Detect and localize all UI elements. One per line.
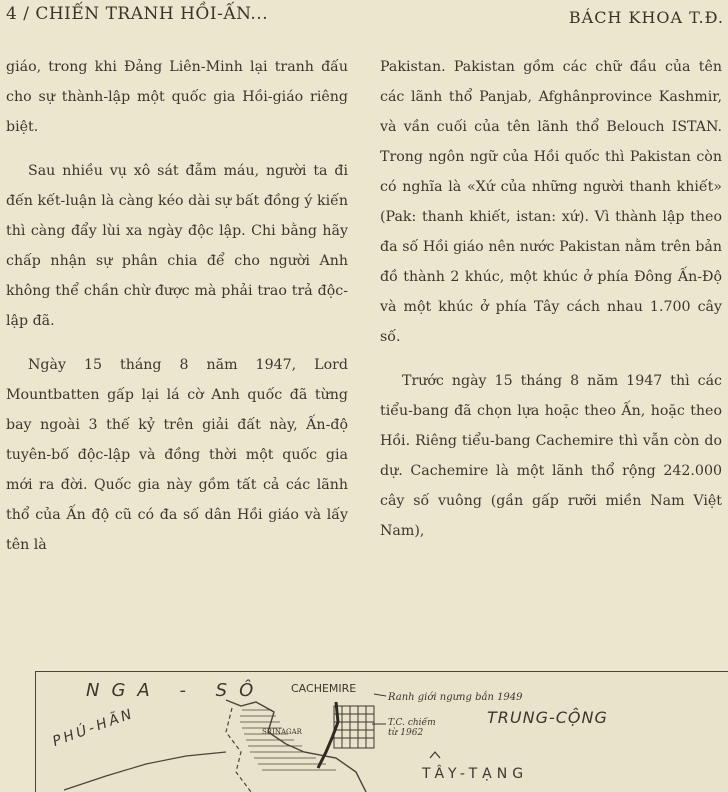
tc-occupied-grid: [334, 706, 374, 748]
running-title: 4 / CHIẾN TRANH HỒI-ẤN...: [6, 4, 269, 24]
right-paragraph-2: Trước ngày 15 tháng 8 năm 1947 thì các tiểu-bang đã chọn lựa hoặc theo Ấn, hoặc theo Hồi. Riêng tiểu-bang Cachemire thì vẫn còn do dự. Cachemire là một lãnh thổ rộng 242.000 cây số vuông (gần gấp rưỡi miền Nam Việt Nam),: [380, 373, 722, 539]
label-ceasefire: Ranh giới ngưng bắn 1949: [388, 692, 523, 703]
label-tc-line1: T.C. chiếm: [388, 718, 436, 728]
left-paragraph-1: giáo, trong khi Đảng Liên-Minh lại tranh đấu cho sự thành-lập một quốc gia Hồi-giáo riêng biệt.: [6, 59, 348, 135]
label-phu-han: PHÚ-HÃN: [50, 705, 137, 750]
publication-name: BÁCH KHOA T.Đ.: [568, 8, 724, 27]
border-line-west: [64, 752, 226, 790]
accent-mark: [430, 752, 440, 758]
left-paragraph-3: Ngày 15 tháng 8 năm 1947, Lord Mountbatten gấp lại lá cờ Anh quốc đã từng bay ngoài 3 thế kỷ trên giải đất này, Ấn-độ tuyên-bố độc-lập và đồng thời một quốc gia mới ra đời. Quốc gia này gồm tất cả các lãnh thổ của Ấn độ cũ có đa số dân Hồi giáo và lấy tên là: [6, 357, 348, 553]
map-figure: [35, 671, 728, 792]
label-tay-tang: TÂY-TẠNG: [422, 766, 529, 782]
label-tc-occupied: [388, 718, 436, 738]
label-nga-so: NGA - SÔ: [86, 680, 266, 701]
page-header: [0, 0, 728, 40]
label-trung-cong: TRUNG-CỘNG: [487, 708, 608, 727]
left-paragraph-2: Sau nhiều vụ xô sát đẫm máu, người ta đi đến kết-luận là càng kéo dài sự bất đồng ý kiến thì càng đẩy lùi xa ngày độc lập. Chi bằng hãy chấp nhận sự phân chia để cho người Anh không thể chần chừ được mà phải trao trả độc-lập đã.: [6, 163, 348, 329]
label-srinagar: SRINAGAR: [262, 728, 302, 736]
border-line-dashed: [226, 708, 251, 792]
right-paragraph-1: Pakistan. Pakistan gồm các chữ đầu của tên các lãnh thổ Panjab, Afghânprovince Kashmir, và vần cuối của tên lãnh thổ Belouch ISTAN. Trong ngôn ngữ của Hồi quốc thì Pakistan còn có nghĩa là «Xứ của những người thanh khiết» (Pak: thanh khiết, istan: xứ). Vì thành lập theo đa số Hồi giáo nên nước Pakistan nằm trên bản đồ thành 2 khúc, một khúc ở phía Đông Ấn-Độ và một khúc ở phía Tây cách nhau 1.700 cây số.: [380, 59, 722, 345]
label-tc-line2: từ 1962: [388, 728, 424, 738]
label-cachemire: CACHEMIRE: [291, 682, 357, 695]
leader-line-ranh: [374, 694, 386, 696]
left-column: [6, 52, 348, 574]
right-column: [380, 52, 722, 560]
